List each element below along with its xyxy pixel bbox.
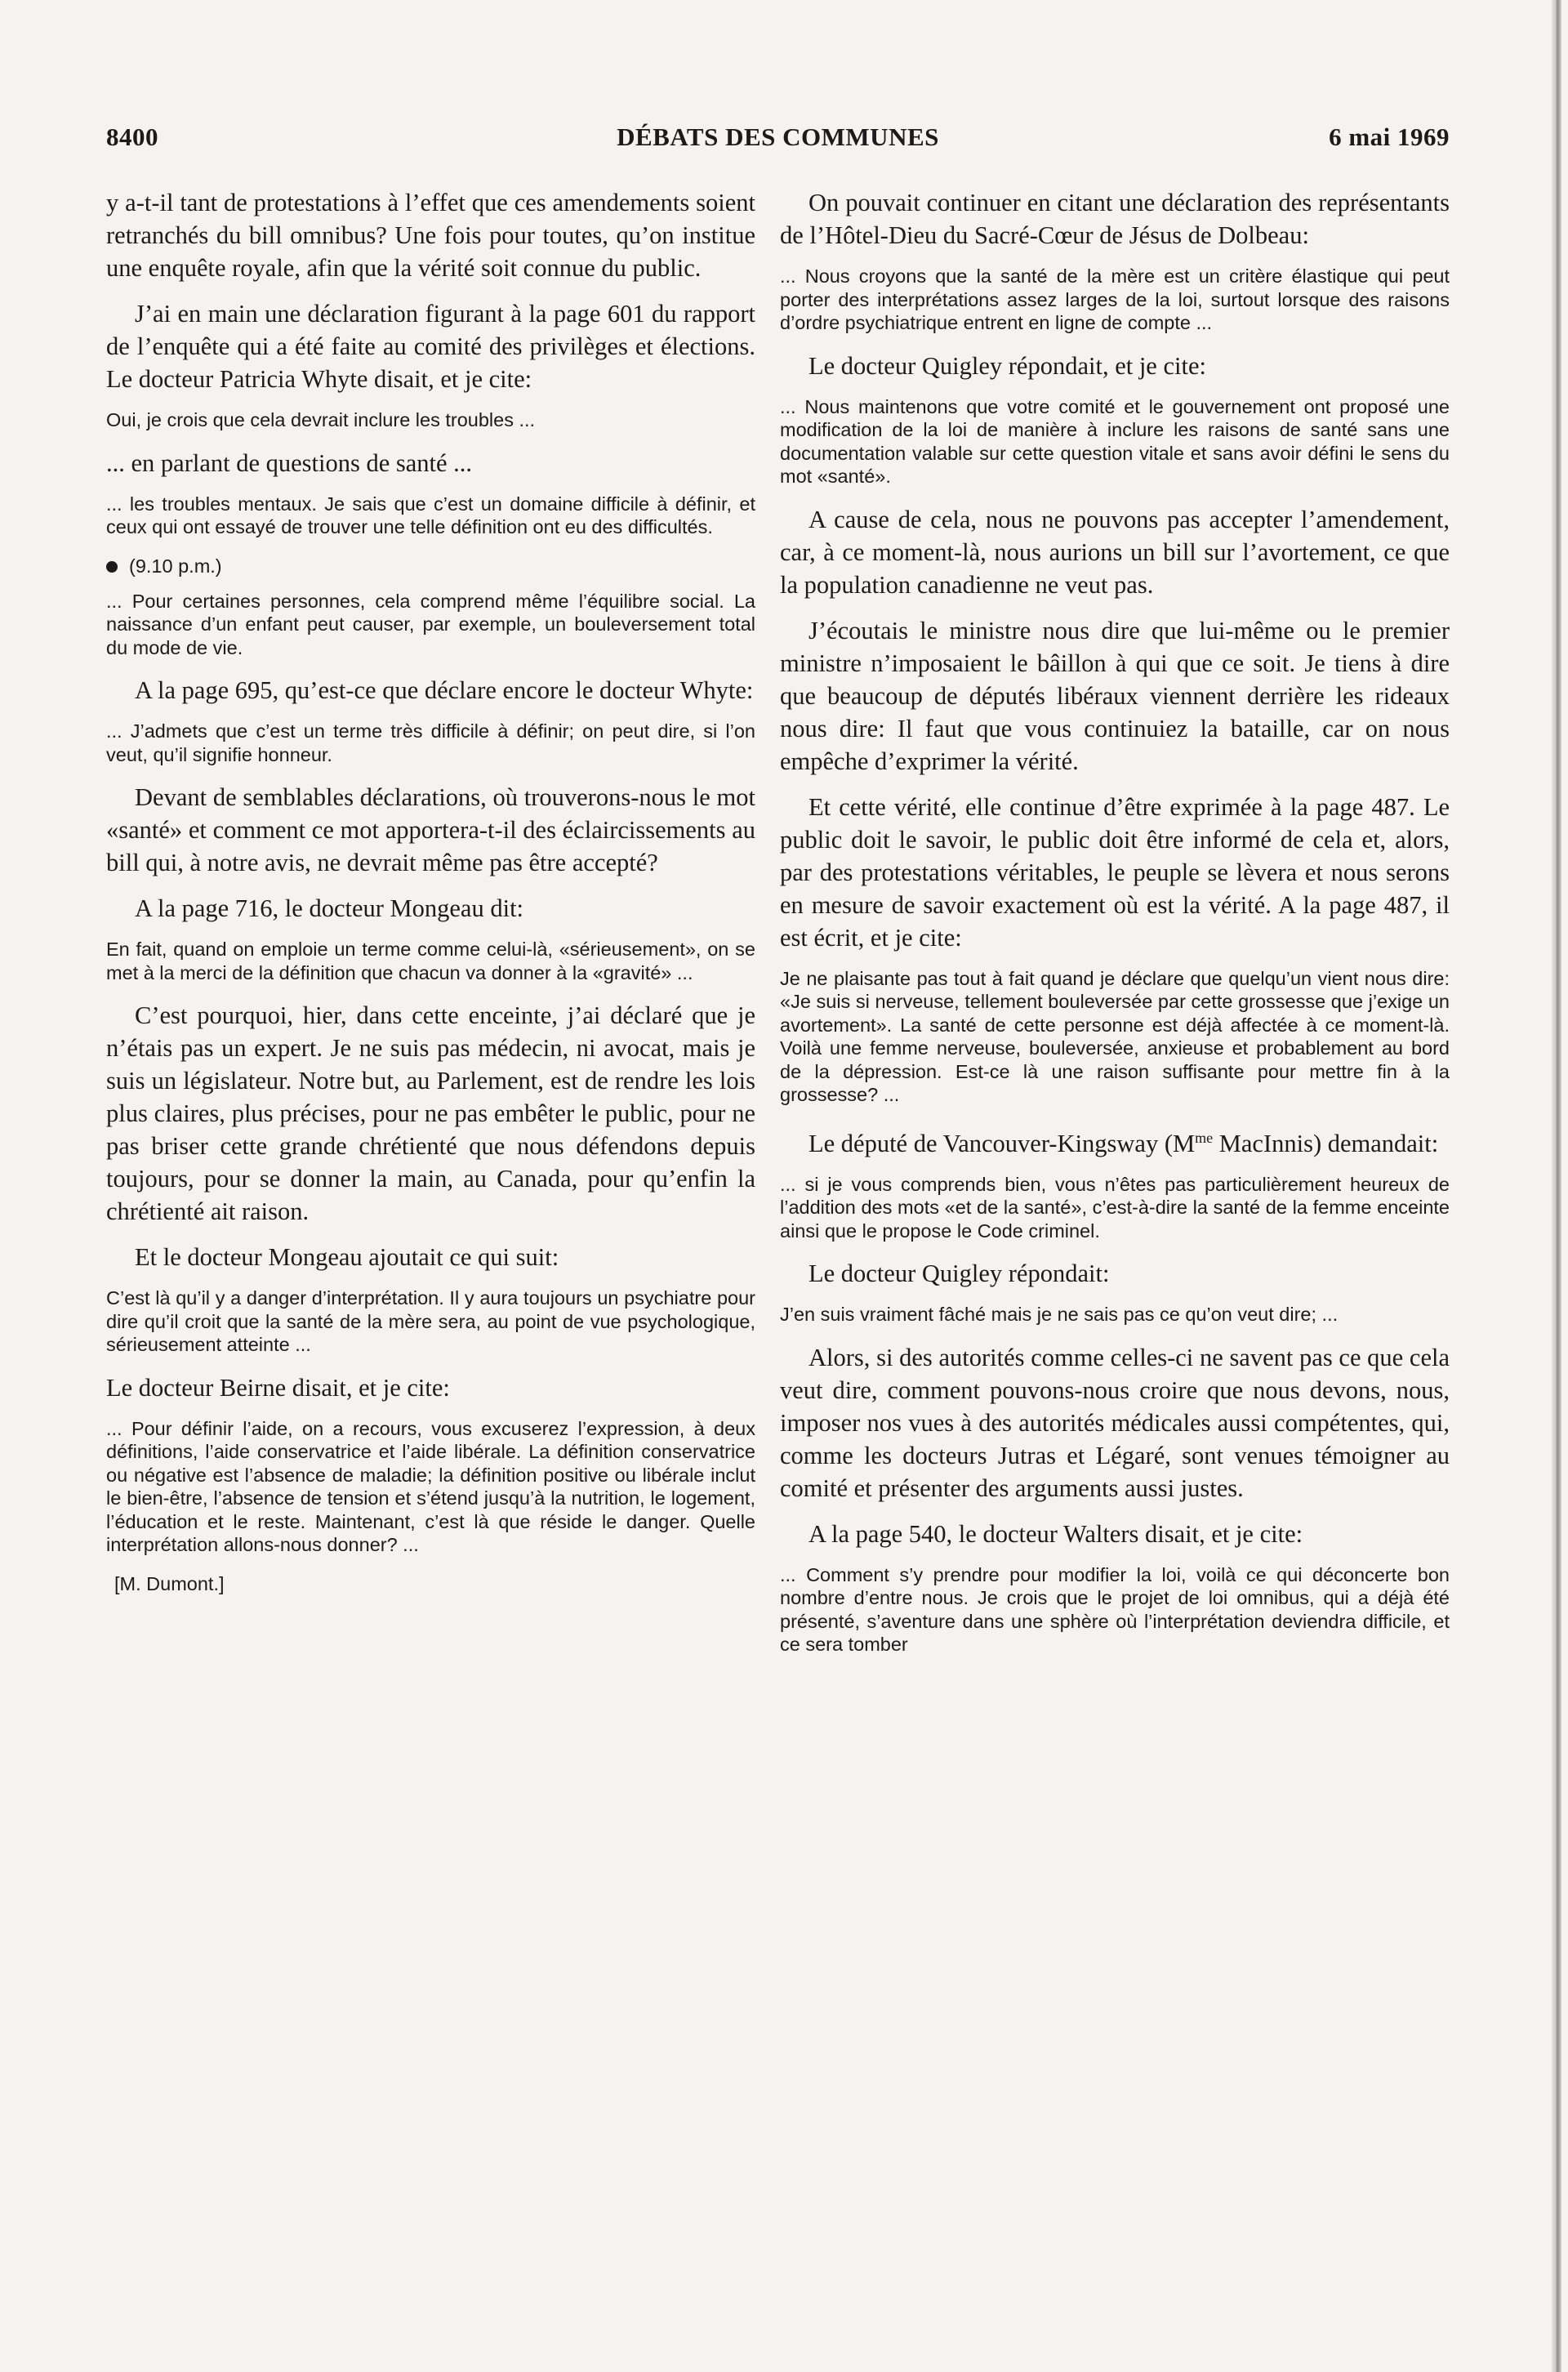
time-marker-text: (9.10 p.m.) [129, 555, 222, 577]
paragraph: Et le docteur Mongeau ajoutait ce qui suit: [135, 1243, 559, 1271]
paragraph: Et cette vérité, elle continue d’être exprimée à la page 487. Le public doit le savoir, le public doit être informé de cela et, alors, par des protestations véritables, le peuple se lèvera et nous serons en mesure de savoir exactement où est la vérité. A la page 487, il est écrit, et je cite: [780, 792, 1450, 952]
paragraph: y a-t-il tant de protestations à l’effet que ces amendements soient retranchés du bill omnibus? Une fois pour toutes, qu’on institue une enquête royale, afin que la vérité soit connue du public. [106, 189, 755, 282]
journal-title: DÉBATS DES COMMUNES [617, 123, 939, 151]
quotation: Je ne plaisante pas tout à fait quand je déclare que quelqu’un vient nous dire: «Je suis si nerveuse, tellement bouleversée par cette grossesse que j’exige un avortement». La santé de cette personne est déjà affectée à ce moment-là. Voilà une femme nerveuse, bouleversée, anxieuse et probablement au bord de la dépression. Est-ce là une raison suffisante pour mettre fin à la grossesse? ... [780, 967, 1450, 1105]
quotation: ... les troubles mentaux. Je sais que c’est un domaine difficile à définir, et ceux qui ont essayé de trouver une telle définition ont eu des difficultés. [106, 493, 755, 537]
paragraph: Le docteur Quigley répondait: [808, 1260, 1110, 1288]
quotation: ... Pour définir l’aide, on a recours, vous excuserez l’expression, à deux définitions, l’aide conservatrice et l’aide libérale. La définition conservatrice ou négative est l’absence de maladie; la définition positive ou libérale inclut le bien-être, l’absence de tension et s’étend jusqu’à la nutrition, le logement, l’éducation et le reste. Maintenant, c’est là que réside le danger. Quelle interprétation allons-nous donner? ... [106, 1417, 755, 1555]
quotation: C’est là qu’il y a danger d’interprétation. Il y aura toujours un psychiatre pour dire qu’il croit que la santé de la mère sera, au point de vue psychologique, sérieusement atteinte ... [106, 1287, 755, 1355]
right-column [780, 186, 1450, 1671]
paragraph: J’ai en main une déclaration figurant à la page 601 du rapport de l’enquête qui a été faite au comité des privilèges et élections. Le docteur Patricia Whyte disait, et je cite: [106, 300, 755, 393]
page-edge [1552, 0, 1561, 2372]
paragraph: J’écoutais le ministre nous dire que lui-même ou le premier ministre n’imposaient le bâillon à qui que ce soit. Je tiens à dire que beaucoup de députés libéraux viennent derrière les rideaux nous dire: Il faut que vous continuiez la bataille, car on nous empêche d’exprimer la vérité. [780, 616, 1450, 775]
paragraph: Devant de semblables déclarations, où trouverons-nous le mot «santé» et comment ce mot apportera-t-il des éclaircissements au bill qui, à notre avis, ne devrait même pas être accepté? [106, 783, 755, 876]
quotation: ... Nous maintenons que votre comité et le gouvernement ont proposé une modification de la loi de manière à inclure les raisons de santé sans une documentation valable sur cette question vitale et sans avoir défini le sens du mot «santé». [780, 395, 1450, 487]
quotation: ... J’admets que c’est un terme très difficile à définir; on peut dire, si l’on veut, qu’il signifie honneur. [106, 720, 755, 765]
paragraph: Alors, si des autorités comme celles-ci ne savent pas ce que cela veut dire, comment pouvons-nous croire que nous devons, nous, imposer nos vues à des autorités médicales aussi compétentes, qui, comme les docteurs Jutras et Légaré, sont venues témoigner au comité et présenter des arguments aussi justes. [780, 1343, 1450, 1502]
speaker-attribution: [M. Dumont.] [114, 1572, 225, 1594]
paragraph: On pouvait continuer en citant une déclaration des représentants de l’Hôtel-Dieu du Sacré-Cœur de Jésus de Dolbeau: [780, 189, 1450, 249]
quotation: ... Nous croyons que la santé de la mère est un critère élastique qui peut porter des interprétations assez larges de la loi, surtout lorsque des raisons d’ordre psychiatrique entrent en ligne de compte ... [780, 265, 1450, 333]
paragraph [780, 1121, 1450, 1160]
paragraph: A la page 716, le docteur Mongeau dit: [135, 894, 524, 922]
paragraph: Le docteur Quigley répondait, et je cite: [808, 351, 1206, 380]
quotation: ... Comment s’y prendre pour modifier la loi, voilà ce qui déconcerte bon nombre d’entre nous. Je crois que le projet de loi omnibus, qui a déjà été présenté, s’aventure dans une sphère où l’interprétation deviendra difficile, et ce sera tomber [780, 1563, 1450, 1656]
quotation: J’en suis vraiment fâché mais je ne sais pas ce qu’on veut dire; ... [780, 1304, 1339, 1326]
paragraph: A la page 695, qu’est-ce que déclare encore le docteur Whyte: [135, 676, 754, 704]
page-date: 6 mai 1969 [1329, 123, 1450, 151]
paragraph-text: MacInnis) demandait: [1213, 1129, 1439, 1157]
quotation: Oui, je crois que cela devrait inclure les troubles ... [106, 409, 536, 430]
left-column [106, 186, 755, 1596]
paragraph: ... en parlant de questions de santé ... [106, 448, 473, 477]
quotation: En fait, quand on emploie un terme comme celui-là, «sérieusement», on se met à la merci de la définition que chacun va donner à la «gravité» ... [106, 939, 755, 983]
time-marker [106, 554, 755, 578]
paragraph: A la page 540, le docteur Walters disait, et je cite: [808, 1519, 1303, 1548]
superscript: me [1195, 1129, 1214, 1146]
paragraph-text: Le député de Vancouver-Kingsway (M [808, 1129, 1196, 1157]
paragraph: C’est pourquoi, hier, dans cette enceinte, j’ai déclaré que je n’étais pas un expert. Je ne suis pas médecin, ni avocat, mais je suis un législateur. Notre but, au Parlement, est de rendre les lois plus claires, plus précises, pour ne pas embêter le public, pour ne pas briser cette grande chrétienté que nous défendons depuis toujours, pour se donner la main, au Canada, pour qu’enfin la chrétienté ait raison. [106, 1001, 755, 1225]
page-header [106, 121, 1450, 160]
paragraph: Le docteur Beirne disait, et je cite: [106, 1373, 450, 1402]
quotation: ... si je vous comprends bien, vous n’êtes pas particulièrement heureux de l’addition des mots «et de la santé», c’est-à-dire la santé de la femme enceinte ainsi que le propose le Code criminel. [780, 1173, 1450, 1242]
bullet-dot-icon [106, 561, 118, 573]
page-number: 8400 [106, 123, 158, 151]
quotation: ... Pour certaines personnes, cela comprend même l’équilibre social. La naissance d’un enfant peut causer, par exemple, un bouleversement total du mode de vie. [106, 590, 755, 658]
paragraph: A cause de cela, nous ne pouvons pas accepter l’amendement, car, à ce moment-là, nous aurions un bill sur l’avortement, ce que la population canadienne ne veut pas. [780, 505, 1450, 599]
